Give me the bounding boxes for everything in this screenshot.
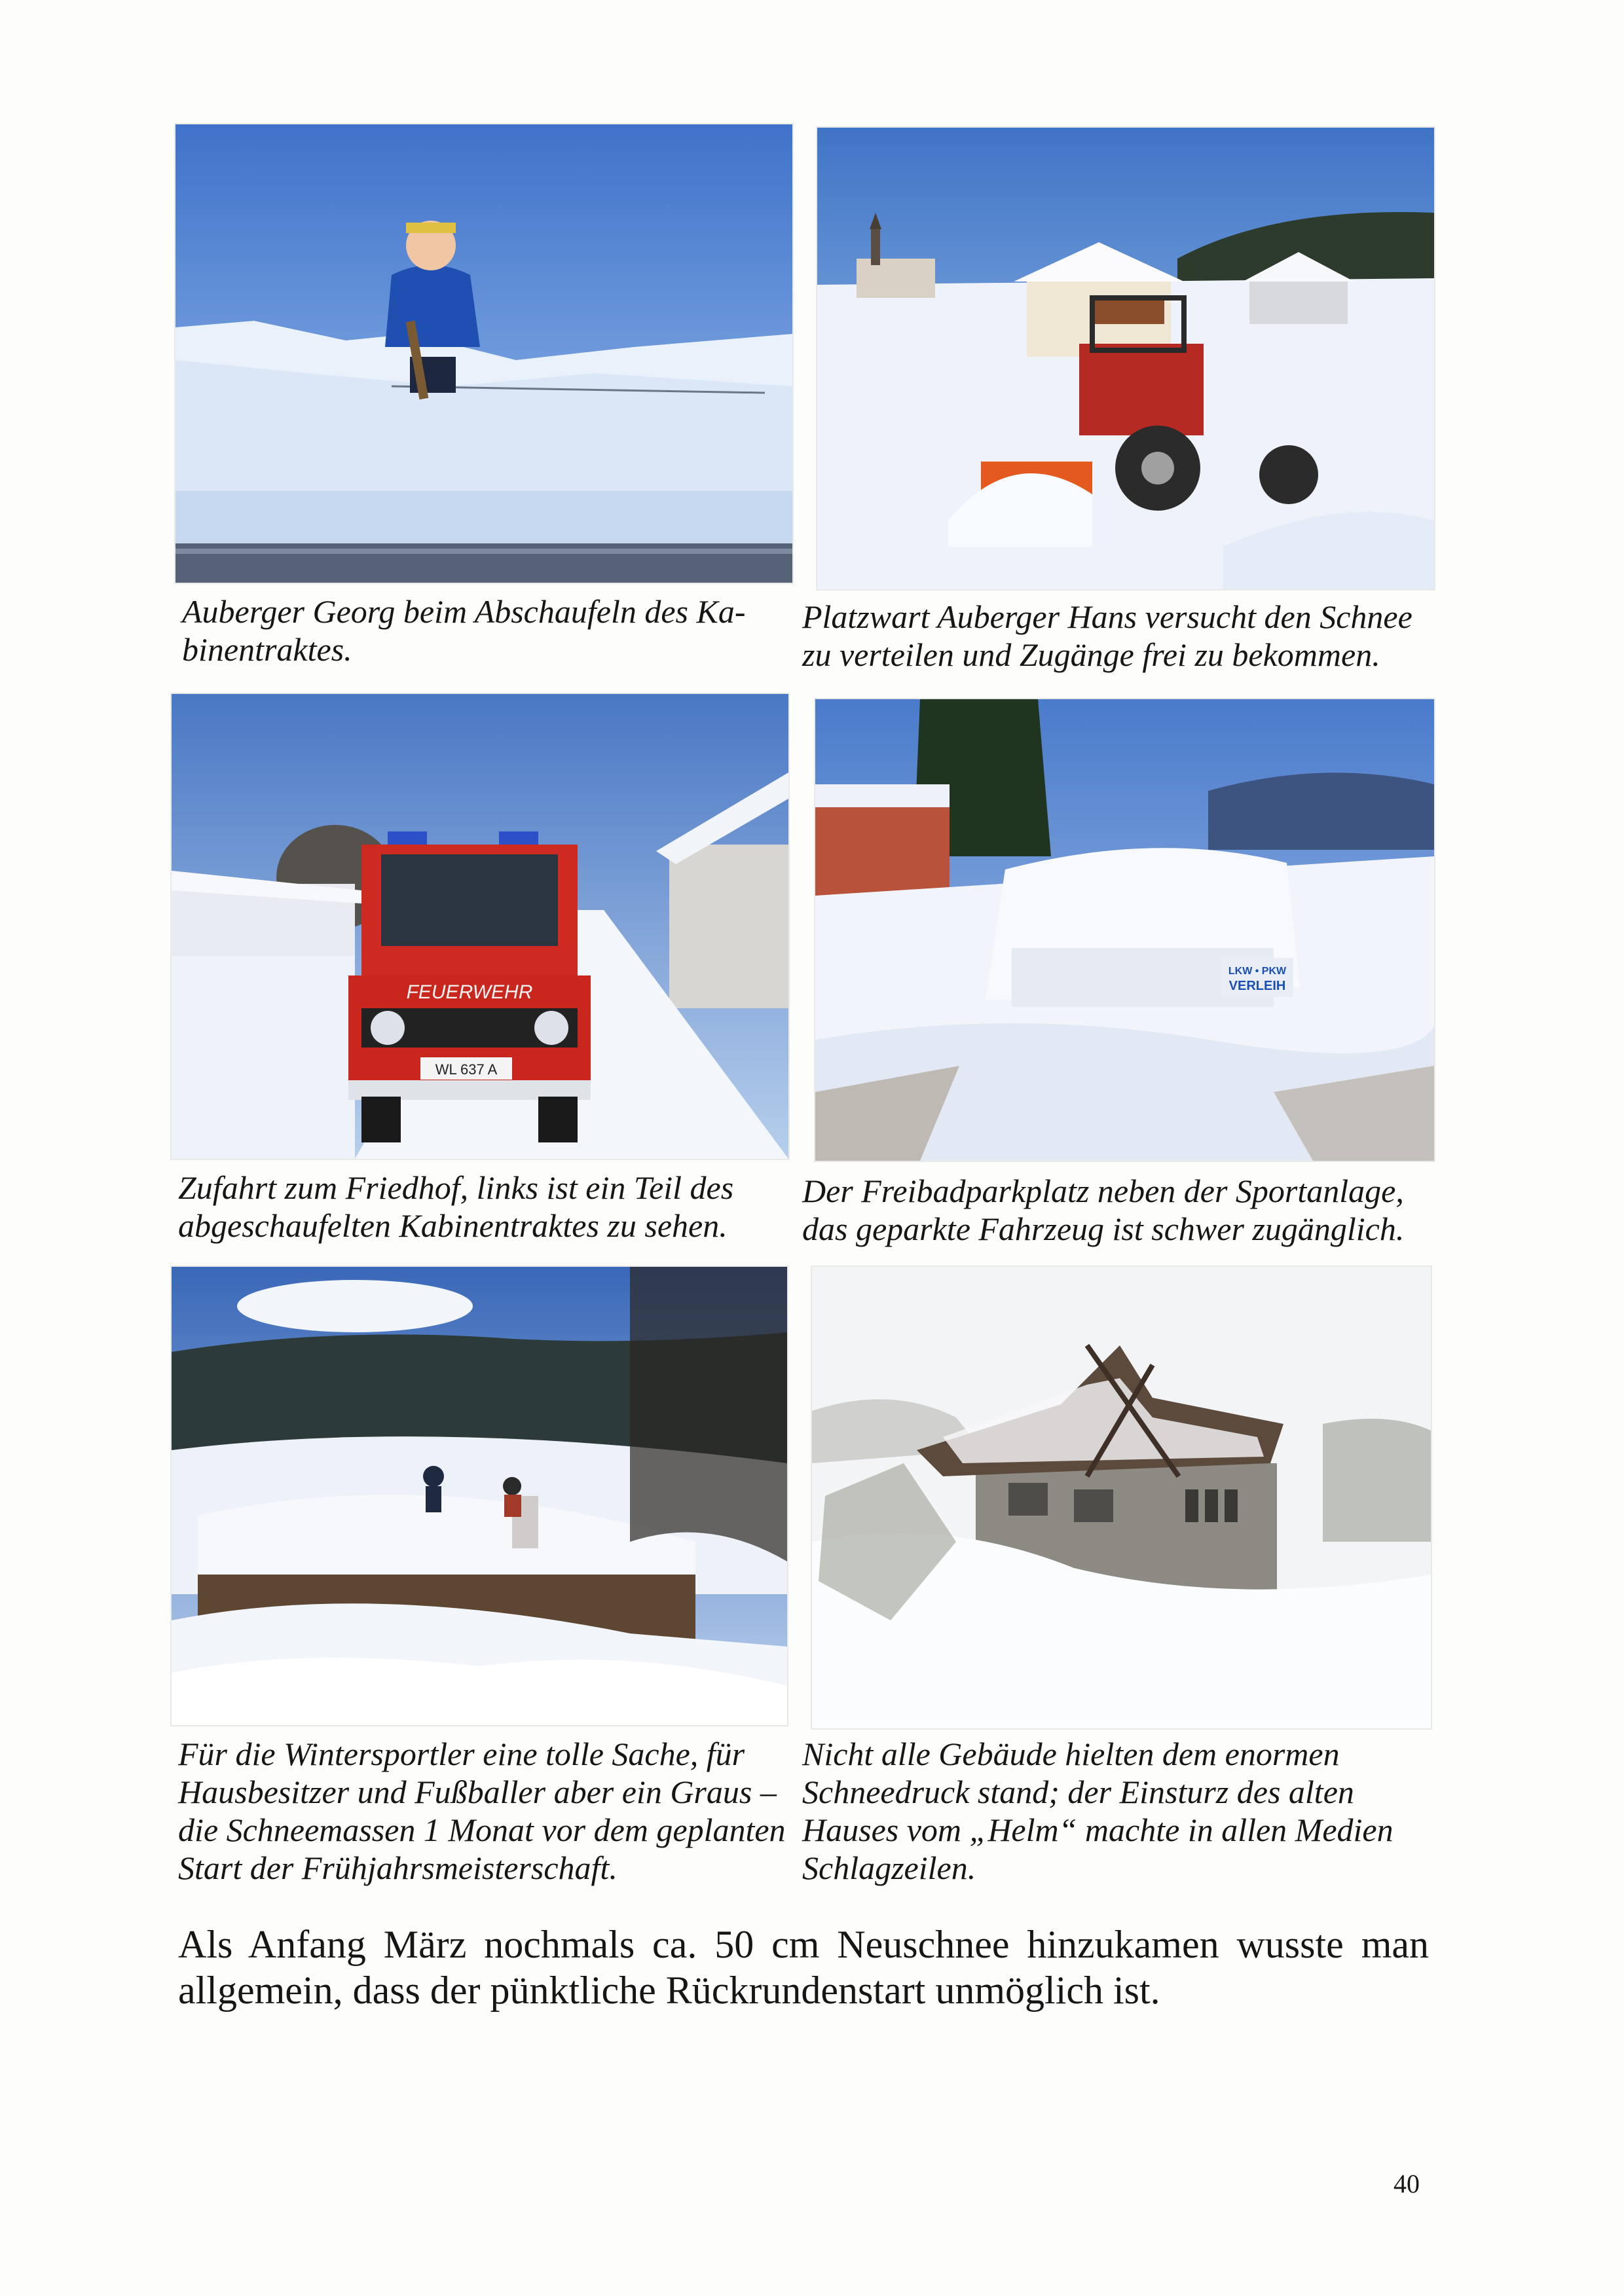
body-paragraph [178, 1922, 1429, 2013]
caption-line: Der Freibadparkplatz neben der Sportanlage, [802, 1173, 1404, 1209]
photo-fire-truck [172, 694, 788, 1159]
caption-line: Hauses vom „Helm“ machte in allen Medien [802, 1812, 1393, 1848]
caption-line: das geparkte Fahrzeug ist schwer zugänglich. [802, 1211, 1405, 1247]
caption-line: Zufahrt zum Friedhof, links ist ein Teil des [178, 1169, 734, 1206]
caption-line: Start der Frühjahrsmeisterschaft. [178, 1850, 618, 1886]
caption-photo-5 [178, 1735, 786, 1887]
caption-photo-3 [178, 1169, 733, 1245]
license-plate: WL 637 A [435, 1061, 498, 1078]
vehicle-sign-text: LKW • PKW [1228, 966, 1287, 977]
caption-line: Platzwart Auberger Hans versucht den Schnee [802, 598, 1412, 635]
photo-collapsed-house [812, 1267, 1431, 1728]
caption-line: Hausbesitzer und Fußballer aber ein Graus – [178, 1774, 777, 1810]
body-line: Als Anfang März nochmals ca. 50 cm Neuschnee hinzukamen wusste man [178, 1923, 1429, 1966]
photo-4-image [815, 699, 1434, 1161]
caption-photo-2 [802, 598, 1412, 674]
photo-buried-vehicle [815, 699, 1434, 1161]
caption-line: binentraktes. [182, 631, 352, 668]
caption-line: Nicht alle Gebäude hielten dem enormen [802, 1736, 1340, 1772]
body-line: allgemein, dass der pünktliche Rückrundenstart unmöglich ist. [178, 1969, 1160, 2012]
photo-2-image [817, 128, 1434, 589]
fire-truck-lettering: FEUERWEHR [406, 981, 533, 1003]
page-number: 40 [1393, 2169, 1420, 2198]
photo-shoveling-roof [175, 124, 792, 583]
caption-photo-4 [802, 1172, 1404, 1248]
photo-6-image [812, 1267, 1431, 1728]
photo-3-image [172, 694, 788, 1159]
caption-line: Schlagzeilen. [802, 1850, 976, 1886]
photo-tractor-snow [817, 128, 1434, 589]
caption-line: die Schneemassen 1 Monat vor dem geplanten [178, 1812, 786, 1848]
caption-line: abgeschaufelten Kabinentraktes zu sehen. [178, 1207, 728, 1244]
photo-1-image [175, 124, 792, 583]
caption-line: Schneedruck stand; der Einsturz des alten [802, 1774, 1354, 1810]
caption-line: zu verteilen und Zugänge frei zu bekommen. [802, 636, 1380, 673]
caption-line: Für die Wintersportler eine tolle Sache, für [178, 1736, 745, 1772]
vehicle-sign-text-2: VERLEIH [1228, 979, 1286, 993]
caption-photo-6 [802, 1735, 1393, 1887]
photo-5-image [172, 1267, 787, 1725]
caption-photo-1 [182, 592, 746, 668]
photo-roof-winter-hills [172, 1267, 787, 1725]
caption-line: Auberger Georg beim Abschaufeln des Ka- [182, 593, 746, 630]
